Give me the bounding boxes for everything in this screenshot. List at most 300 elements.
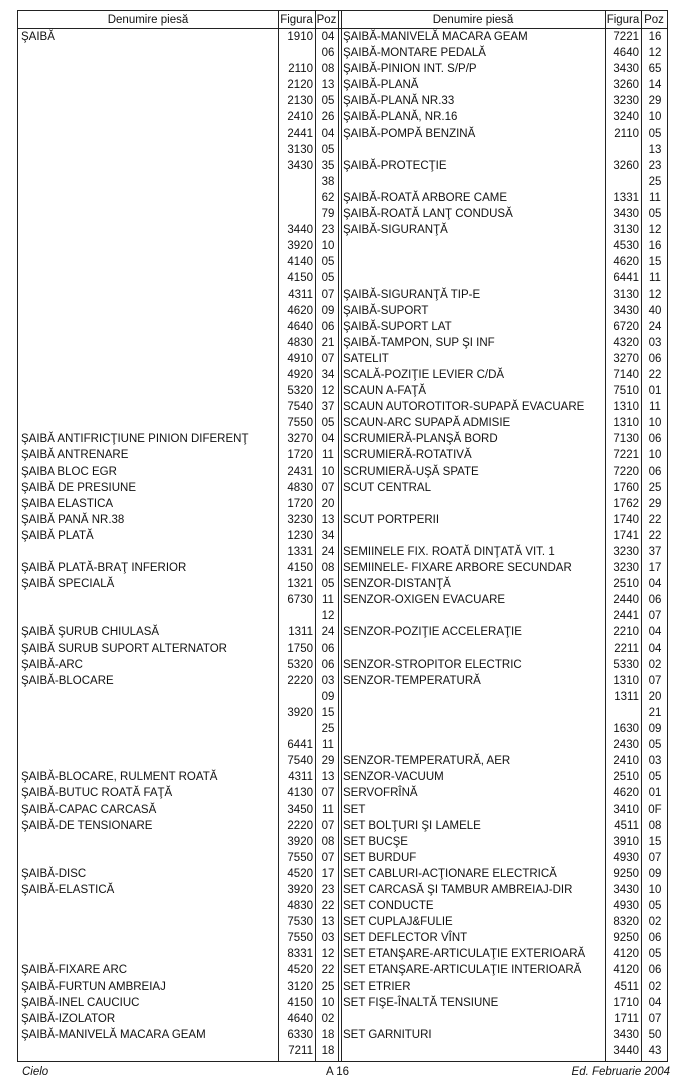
left-part-name: ŞAIBĂ ANTIFRICŢIUNE PINION DIFERENŢ xyxy=(21,433,249,446)
left-position: 34 xyxy=(321,529,335,542)
right-figure: 6441 xyxy=(613,272,639,285)
right-position: 10 xyxy=(648,449,662,462)
table-row xyxy=(18,705,667,721)
table-row xyxy=(18,351,667,367)
left-part-name: ŞAIBA BLOC EGR xyxy=(21,465,117,478)
table-row xyxy=(18,544,667,560)
left-position: 11 xyxy=(322,739,334,752)
left-figure: 4150 xyxy=(287,996,313,1009)
left-position: 07 xyxy=(321,352,335,365)
left-position: 10 xyxy=(321,240,335,253)
table-row xyxy=(18,77,667,93)
left-position: 79 xyxy=(321,208,335,221)
right-figure: 3260 xyxy=(613,79,639,92)
left-figure: 4150 xyxy=(287,562,313,575)
header-left-position: Poz xyxy=(316,14,337,26)
right-position: 06 xyxy=(648,964,662,977)
left-part-name: ŞAIBĂ-ARC xyxy=(21,658,83,671)
left-figure: 3130 xyxy=(287,143,313,156)
left-figure: 4830 xyxy=(287,481,313,494)
right-position: 10 xyxy=(648,417,662,430)
left-position: 07 xyxy=(321,851,335,864)
right-position: 06 xyxy=(648,352,662,365)
left-part-name: ŞAIBĂ-IZOLATOR xyxy=(21,1012,116,1025)
left-position: 03 xyxy=(321,932,335,945)
right-figure: 2210 xyxy=(613,626,639,639)
right-position: 21 xyxy=(648,706,662,719)
table-row xyxy=(18,270,667,286)
left-position: 05 xyxy=(321,256,335,269)
left-position: 11 xyxy=(322,449,334,462)
left-position: 11 xyxy=(322,803,334,816)
right-figure: 3230 xyxy=(613,546,639,558)
table-row xyxy=(18,785,667,801)
table-row xyxy=(18,1027,667,1043)
right-part-name: ŞAIBĂ-PLANĂ NR.33 xyxy=(343,95,455,108)
right-part-name: SEMIINELE FIX. ROATĂ DINŢATĂ VIT. 1 xyxy=(343,546,555,558)
table-row xyxy=(18,721,667,737)
left-figure: 1230 xyxy=(287,529,313,542)
left-figure: 7540 xyxy=(287,401,313,414)
right-position: 05 xyxy=(648,739,662,752)
table-row xyxy=(18,802,667,818)
table-row xyxy=(18,93,667,109)
table-row xyxy=(18,689,667,705)
left-position: 05 xyxy=(321,417,335,430)
left-figure: 3120 xyxy=(287,980,313,993)
right-position: 11 xyxy=(649,401,661,414)
table-row xyxy=(18,254,667,270)
right-figure: 3410 xyxy=(613,803,639,816)
table-row xyxy=(18,206,667,222)
right-figure: 3430 xyxy=(613,63,639,76)
right-part-name: SET ETANŞARE-ARTICULAŢIE EXTERIOARĂ xyxy=(343,948,586,961)
right-figure: 2410 xyxy=(613,755,639,768)
table-row xyxy=(18,319,667,335)
right-figure: 1311 xyxy=(614,690,639,703)
right-position: 07 xyxy=(648,1012,662,1025)
table-row xyxy=(18,238,667,254)
right-part-name: SCRUMIERĂ-UŞĂ SPATE xyxy=(343,465,479,478)
right-figure: 4120 xyxy=(613,964,639,977)
left-position: 07 xyxy=(321,819,335,832)
right-figure: 7221 xyxy=(613,31,639,43)
left-part-name: ŞAIBĂ-FIXARE ARC xyxy=(21,964,128,977)
right-part-name: ŞAIBĂ-POMPĂ BENZINĂ xyxy=(343,127,476,140)
left-position: 12 xyxy=(321,948,335,961)
right-part-name: SET CABLURI-ACŢIONARE ELECTRICĂ xyxy=(343,867,557,880)
left-figure: 7550 xyxy=(287,417,313,430)
right-position: 07 xyxy=(648,610,662,623)
right-figure: 7510 xyxy=(613,385,639,398)
table-row xyxy=(18,126,667,142)
left-position: 23 xyxy=(321,883,335,896)
right-figure: 7140 xyxy=(613,368,639,381)
table-row xyxy=(18,335,667,351)
right-part-name: SERVOFRÎNĂ xyxy=(343,787,418,800)
left-figure: 6441 xyxy=(287,739,313,752)
right-position: 22 xyxy=(648,529,662,542)
right-part-name: ŞAIBĂ-SIGURANŢĂ TIP-E xyxy=(343,288,481,301)
header-left-name: Denumire piesă xyxy=(107,14,189,26)
left-part-name: ŞAIBĂ-INEL CAUCIUC xyxy=(21,996,140,1009)
right-position: 12 xyxy=(648,288,662,301)
left-figure: 2431 xyxy=(287,465,313,478)
left-figure: 2220 xyxy=(287,819,313,832)
right-part-name: SENZOR-STROPITOR ELECTRIC xyxy=(343,658,522,671)
left-position: 20 xyxy=(321,497,335,510)
table-row xyxy=(18,914,667,930)
table-row xyxy=(18,737,667,753)
table-row xyxy=(18,1043,667,1059)
left-position: 07 xyxy=(321,481,335,494)
left-position: 09 xyxy=(321,304,335,317)
right-part-name: SET FIŞE-ÎNALTĂ TENSIUNE xyxy=(343,996,499,1009)
right-figure: 3430 xyxy=(613,208,639,221)
right-figure: 1740 xyxy=(613,513,639,526)
table-row xyxy=(18,962,667,978)
right-figure: 4620 xyxy=(613,787,639,800)
table-row xyxy=(18,61,667,77)
left-part-name: ŞAIBĂ-ELASTICĂ xyxy=(21,883,115,896)
right-position: 40 xyxy=(648,304,662,317)
table-row xyxy=(18,673,667,689)
right-figure: 3230 xyxy=(613,95,639,108)
left-figure: 3230 xyxy=(287,513,313,526)
right-part-name: SET CONDUCTE xyxy=(343,900,434,913)
right-figure: 1711 xyxy=(614,1012,639,1025)
right-position: 17 xyxy=(648,562,662,575)
right-part-name: SET DEFLECTOR VÎNT xyxy=(343,932,468,945)
right-figure: 4930 xyxy=(613,851,639,864)
left-position: 05 xyxy=(321,95,335,108)
right-position: 65 xyxy=(648,63,662,76)
left-figure: 1720 xyxy=(287,449,313,462)
right-figure: 1310 xyxy=(613,401,639,414)
left-figure: 4620 xyxy=(287,304,313,317)
right-figure: 3130 xyxy=(613,224,639,237)
right-part-name: SENZOR-VACUUM xyxy=(343,771,444,784)
right-figure: 2430 xyxy=(613,739,639,752)
table-row xyxy=(18,930,667,946)
parts-table xyxy=(17,10,668,1062)
right-position: 01 xyxy=(648,787,662,800)
left-position: 10 xyxy=(321,996,335,1009)
left-position: 13 xyxy=(321,916,335,929)
table-row xyxy=(18,512,667,528)
right-part-name: SET BOLŢURI ŞI LAMELE xyxy=(343,819,481,832)
table-row xyxy=(18,222,667,238)
table-row xyxy=(18,496,667,512)
table-row xyxy=(18,657,667,673)
left-figure: 2120 xyxy=(287,79,313,92)
right-figure: 2110 xyxy=(614,127,639,140)
right-position: 20 xyxy=(648,690,662,703)
right-figure: 1760 xyxy=(613,481,639,494)
right-figure: 7130 xyxy=(613,433,639,446)
table-row xyxy=(18,109,667,125)
left-part-name: ŞAIBĂ-BLOCARE, RULMENT ROATĂ xyxy=(21,771,218,784)
left-position: 06 xyxy=(321,642,335,655)
right-position: 16 xyxy=(648,240,662,253)
right-figure: 4511 xyxy=(614,980,639,993)
left-figure: 4520 xyxy=(287,867,313,880)
table-row xyxy=(18,576,667,592)
table-row xyxy=(18,29,667,45)
right-part-name: ŞAIBĂ-TAMPON, SUP ŞI INF xyxy=(343,336,495,349)
right-position: 13 xyxy=(648,143,662,156)
right-figure: 3230 xyxy=(613,562,639,575)
table-row xyxy=(18,415,667,431)
table-row xyxy=(18,753,667,769)
left-position: 18 xyxy=(321,1044,335,1057)
table-row xyxy=(18,45,667,61)
right-position: 09 xyxy=(648,867,662,880)
table-row xyxy=(18,946,667,962)
table-row xyxy=(18,850,667,866)
left-figure: 3450 xyxy=(287,803,313,816)
table-row xyxy=(18,158,667,174)
table-row xyxy=(18,641,667,657)
footer-model: Cielo xyxy=(22,1066,49,1078)
left-position: 05 xyxy=(321,143,335,156)
left-part-name: ŞAIBA ELASTICA xyxy=(21,497,114,510)
table-row xyxy=(18,383,667,399)
right-figure: 3240 xyxy=(613,111,639,124)
left-part-name: ŞAIBĂ xyxy=(21,31,55,43)
table-row xyxy=(18,367,667,383)
table-row xyxy=(18,608,667,624)
right-position: 02 xyxy=(648,916,662,929)
left-figure: 3430 xyxy=(287,159,313,172)
left-figure: 7211 xyxy=(288,1044,313,1057)
left-position: 07 xyxy=(321,288,335,301)
footer-edition: Ed. Februarie 2004 xyxy=(571,1066,670,1078)
left-figure: 1750 xyxy=(287,642,313,655)
right-position: 10 xyxy=(648,883,662,896)
right-position: 22 xyxy=(648,368,662,381)
right-figure: 3430 xyxy=(613,1028,639,1041)
table-row xyxy=(18,142,667,158)
right-position: 05 xyxy=(648,900,662,913)
right-figure: 1630 xyxy=(613,723,639,736)
left-figure: 4311 xyxy=(288,771,313,784)
right-part-name: SET BUCŞE xyxy=(343,835,408,848)
left-position: 02 xyxy=(321,1012,335,1025)
right-figure: 9250 xyxy=(613,867,639,880)
right-position: 04 xyxy=(648,996,662,1009)
right-position: 07 xyxy=(648,851,662,864)
footer-page-number: A 16 xyxy=(326,1066,350,1078)
right-position: 25 xyxy=(648,175,662,188)
left-part-name: ŞAIBĂ PLATĂ-BRAŢ INFERIOR xyxy=(21,562,187,575)
right-part-name: SCAUN AUTOROTITOR-SUPAPĂ EVACUARE xyxy=(343,401,585,414)
left-position: 24 xyxy=(321,546,335,558)
left-position: 07 xyxy=(321,787,335,800)
table-row xyxy=(18,979,667,995)
left-position: 09 xyxy=(321,690,335,703)
right-part-name: SCUT CENTRAL xyxy=(343,481,431,494)
right-position: 24 xyxy=(648,320,662,333)
table-row xyxy=(18,303,667,319)
left-part-name: ŞAIBĂ ŞURUB CHIULASĂ xyxy=(21,626,160,639)
right-position: 06 xyxy=(648,433,662,446)
left-position: 13 xyxy=(321,513,335,526)
right-position: 07 xyxy=(648,674,662,687)
right-figure: 3440 xyxy=(613,1044,639,1057)
left-figure: 2410 xyxy=(287,111,313,124)
right-part-name: SET xyxy=(343,803,366,816)
right-figure: 2510 xyxy=(613,578,639,591)
right-figure: 3260 xyxy=(613,159,639,172)
right-figure: 6720 xyxy=(613,320,639,333)
left-position: 13 xyxy=(321,771,335,784)
right-position: 02 xyxy=(648,980,662,993)
right-figure: 3130 xyxy=(613,288,639,301)
right-part-name: ŞAIBĂ-MONTARE PEDALĂ xyxy=(343,47,486,60)
right-part-name: SET CARCASĂ ŞI TAMBUR AMBREIAJ-DIR xyxy=(343,883,573,896)
left-part-name: ŞAIBĂ-MANIVELĂ MACARA GEAM xyxy=(21,1028,206,1041)
left-part-name: ŞAIBĂ DE PRESIUNE xyxy=(21,481,137,494)
left-figure: 4311 xyxy=(288,288,313,301)
left-position: 17 xyxy=(321,867,335,880)
right-position: 02 xyxy=(648,658,662,671)
left-figure: 3440 xyxy=(287,224,313,237)
right-position: 05 xyxy=(648,948,662,961)
right-position: 16 xyxy=(648,31,662,43)
header-right-position: Poz xyxy=(644,14,664,26)
right-position: 11 xyxy=(649,191,661,204)
left-position: 35 xyxy=(321,159,335,172)
right-position: 03 xyxy=(648,336,662,349)
left-position: 22 xyxy=(321,900,335,913)
right-part-name: SENZOR-OXIGEN EVACUARE xyxy=(343,594,506,607)
table-row xyxy=(18,882,667,898)
right-position: 08 xyxy=(648,819,662,832)
right-position: 05 xyxy=(648,127,662,140)
right-figure: 4511 xyxy=(614,819,639,832)
right-position: 06 xyxy=(648,594,662,607)
left-part-name: ŞAIBĂ-CAPAC CARCASĂ xyxy=(21,803,157,816)
right-position: 06 xyxy=(648,465,662,478)
left-figure: 7550 xyxy=(287,851,313,864)
right-part-name: SCAUN A-FAŢĂ xyxy=(343,385,427,398)
right-part-name: ŞAIBĂ-PLANĂ, NR.16 xyxy=(343,111,458,124)
left-figure: 1321 xyxy=(287,578,313,591)
right-figure: 4530 xyxy=(613,240,639,253)
right-part-name: SENZOR-TEMPERATURĂ xyxy=(343,674,481,687)
left-figure: 1311 xyxy=(288,626,313,639)
header-right-name: Denumire piesă xyxy=(432,14,514,26)
left-position: 26 xyxy=(321,111,335,124)
table-row xyxy=(18,174,667,190)
left-position: 04 xyxy=(321,127,335,140)
right-part-name: SET GARNITURI xyxy=(343,1028,432,1041)
right-part-name: ŞAIBĂ-PLANĂ xyxy=(343,79,419,92)
right-position: 05 xyxy=(648,771,662,784)
left-figure: 4830 xyxy=(287,900,313,913)
left-position: 05 xyxy=(321,578,335,591)
right-position: 15 xyxy=(648,256,662,269)
left-position: 38 xyxy=(321,175,335,188)
left-position: 04 xyxy=(321,31,335,43)
right-position: 14 xyxy=(648,79,662,92)
left-position: 03 xyxy=(321,674,335,687)
left-figure: 2220 xyxy=(287,674,313,687)
left-position: 25 xyxy=(321,723,335,736)
right-part-name: SCRUMIERĂ-PLANŞĂ BORD xyxy=(343,433,498,446)
left-figure: 3920 xyxy=(287,240,313,253)
left-position: 21 xyxy=(321,336,335,349)
right-figure: 9250 xyxy=(613,932,639,945)
right-position: 12 xyxy=(648,224,662,237)
table-row xyxy=(18,898,667,914)
right-figure: 1310 xyxy=(613,417,639,430)
left-figure: 2130 xyxy=(287,95,313,108)
left-figure: 4130 xyxy=(287,787,313,800)
left-position: 12 xyxy=(321,385,335,398)
left-position: 05 xyxy=(321,272,335,285)
right-position: 05 xyxy=(648,208,662,221)
left-part-name: ŞAIBĂ ANTRENARE xyxy=(21,449,129,462)
left-figure: 3270 xyxy=(287,433,313,446)
left-part-name: ŞAIBĂ SURUB SUPORT ALTERNATOR xyxy=(21,642,227,655)
left-position: 12 xyxy=(321,610,335,623)
right-part-name: SENZOR-TEMPERATURĂ, AER xyxy=(343,755,511,768)
right-position: 23 xyxy=(648,159,662,172)
table-row xyxy=(18,592,667,608)
right-part-name: SCALĂ-POZIŢIE LEVIER C/DĂ xyxy=(343,368,505,381)
right-figure: 5330 xyxy=(613,658,639,671)
right-part-name: ŞAIBĂ-ROATĂ LANŢ CONDUSĂ xyxy=(343,208,513,221)
right-position: 22 xyxy=(648,513,662,526)
right-figure: 7220 xyxy=(613,465,639,478)
left-figure: 5320 xyxy=(287,658,313,671)
right-position: 06 xyxy=(648,932,662,945)
right-part-name: SET CUPLAJ&FULIE xyxy=(343,916,453,929)
left-part-name: ŞAIBĂ-BUTUC ROATĂ FAŢĂ xyxy=(21,787,173,800)
left-position: 08 xyxy=(321,835,335,848)
header-right-figure: Figura xyxy=(606,14,640,26)
right-figure: 3430 xyxy=(613,304,639,317)
left-figure: 1910 xyxy=(287,31,313,43)
right-part-name: SET ETRIER xyxy=(343,980,411,993)
right-figure: 8320 xyxy=(613,916,639,929)
right-figure: 4320 xyxy=(613,336,639,349)
left-position: 06 xyxy=(321,320,335,333)
right-position: 29 xyxy=(648,95,662,108)
right-figure: 4930 xyxy=(613,900,639,913)
left-figure: 4520 xyxy=(287,964,313,977)
left-position: 06 xyxy=(321,658,335,671)
left-figure: 1331 xyxy=(287,546,313,558)
table-row xyxy=(18,866,667,882)
left-position: 08 xyxy=(321,63,335,76)
left-part-name: ŞAIBĂ PLATĂ xyxy=(21,529,94,542)
right-part-name: SENZOR-POZIŢIE ACCELERAŢIE xyxy=(343,626,522,639)
left-figure: 7540 xyxy=(287,755,313,768)
left-figure: 4640 xyxy=(287,1012,313,1025)
right-part-name: ŞAIBĂ-SUPORT xyxy=(343,304,429,317)
table-row xyxy=(18,528,667,544)
right-part-name: ŞAIBĂ-MANIVELĂ MACARA GEAM xyxy=(343,31,528,43)
right-figure: 3910 xyxy=(613,835,639,848)
left-part-name: ŞAIBĂ-DE TENSIONARE xyxy=(21,819,153,832)
right-position: 50 xyxy=(648,1028,662,1041)
right-figure: 3270 xyxy=(613,352,639,365)
left-figure: 7530 xyxy=(287,916,313,929)
left-position: 06 xyxy=(321,47,335,60)
